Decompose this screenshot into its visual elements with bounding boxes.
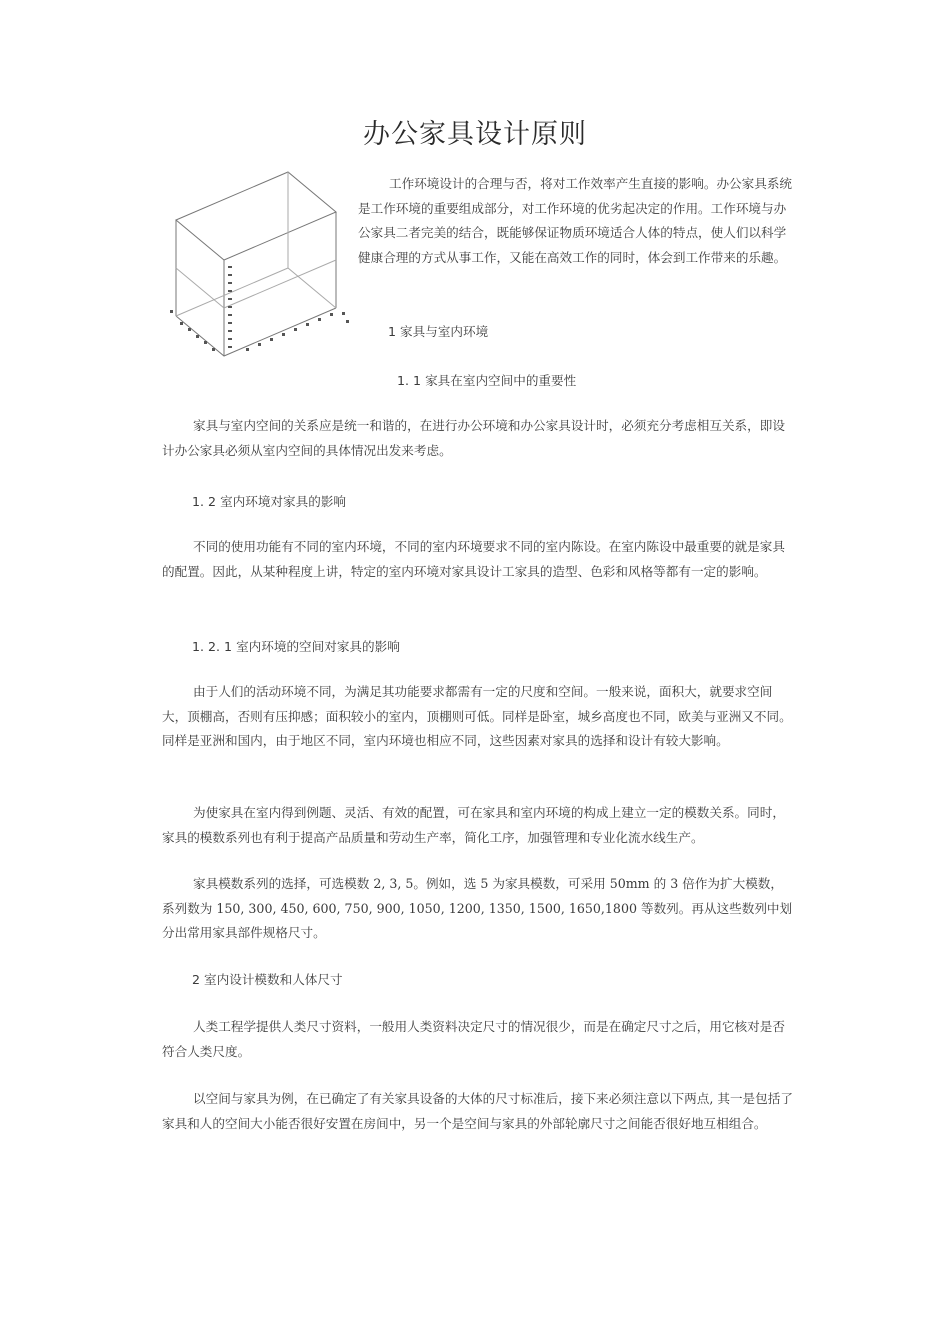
paragraph-2: 不同的使用功能有不同的室内环境，不同的室内环境要求不同的室内陈设。在室内陈设中最重要的就是家具的配置。因此，从某种程度上讲，特定的室内环境对家具设计工家具的造型、色彩和风格等都有一定的影响。 (162, 539, 785, 579)
heading-2-number: 2 (192, 972, 201, 987)
heading-1-text: 家具与室内环境 (400, 324, 489, 339)
heading-2 (192, 970, 343, 990)
heading-1-number: 1 (388, 324, 397, 339)
wireframe-box-figure (168, 170, 358, 360)
heading-1-1-number: 1. 1 (397, 373, 422, 388)
heading-2-text: 室内设计模数和人体尺寸 (204, 972, 343, 987)
heading-1-2-number: 1. 2 (192, 494, 217, 509)
paragraph-7: 以空间与家具为例，在已确定了有关家具设备的大体的尺寸标准后，接下来必须注意以下两点, 其一是包括了家具和人的空间大小能否很好安置在房间中，另一个是空间与家具的外部轮廓尺寸之间能否很好地互相组合。 (162, 1091, 793, 1131)
intro-paragraph (358, 172, 798, 270)
intro-text: 工作环境设计的合理与否，将对工作效率产生直接的影响。办公家具系统是工作环境的重要组成部分，对工作环境的优劣起决定的作用。工作环境与办公家具二者完美的结合，既能够保证物质环境适合人体的特点，使人们以科学健康合理的方式从事工作，又能在高效工作的同时，体会到工作带来的乐趣。 (358, 176, 792, 265)
heading-1-2 (192, 492, 346, 512)
page-title: 办公家具设计原则 (363, 119, 587, 150)
heading-1-1-text: 家具在室内空间中的重要性 (425, 373, 577, 388)
heading-1-2-1 (192, 637, 400, 657)
paragraph-5: 家具模数系列的选择，可选模数 2, 3, 5。例如，选 5 为家具模数，可采用 50mm 的 3 倍作为扩大模数，系列数为 150, 300, 450, 600, 750, 900, 1050, 1200, 1350, 1500, 1650,1800 等数列。再从这些数列中划分出常用家具部件规格尺寸。 (162, 876, 793, 940)
paragraph-4: 为使家具在室内得到例题、灵活、有效的配置，可在家具和室内环境的构成上建立一定的模数关系。同时，家具的模数系列也有利于提高产品质量和劳动生产率，简化工序，加强管理和专业化流水线生产。 (162, 805, 785, 845)
heading-1-1 (397, 371, 576, 391)
paragraph-6: 人类工程学提供人类尺寸资料，一般用人类资料决定尺寸的情况很少，而是在确定尺寸之后，用它核对是否符合人类尺度。 (162, 1019, 785, 1059)
paragraph-1: 家具与室内空间的关系应是统一和谐的，在进行办公环境和办公家具设计时，必须充分考虑相互关系，即设计办公家具必须从室内空间的具体情况出发来考虑。 (162, 418, 785, 458)
heading-1-2-1-text: 室内环境的空间对家具的影响 (236, 639, 400, 654)
heading-1-2-text: 室内环境对家具的影响 (220, 494, 346, 509)
heading-1 (388, 322, 488, 342)
heading-1-2-1-number: 1. 2. 1 (192, 639, 233, 654)
paragraph-3: 由于人们的活动环境不同，为满足其功能要求都需有一定的尺度和空间。一般来说，面积大，就要求空间大，顶棚高，否则有压抑感；面积较小的室内，顶棚则可低。同样是卧室，城乡高度也不同，欧美与亚洲又不同。同样是亚洲和国内，由于地区不同，室内环境也相应不同，这些因素对家具的选择和设计有较大影响。 (162, 684, 792, 748)
